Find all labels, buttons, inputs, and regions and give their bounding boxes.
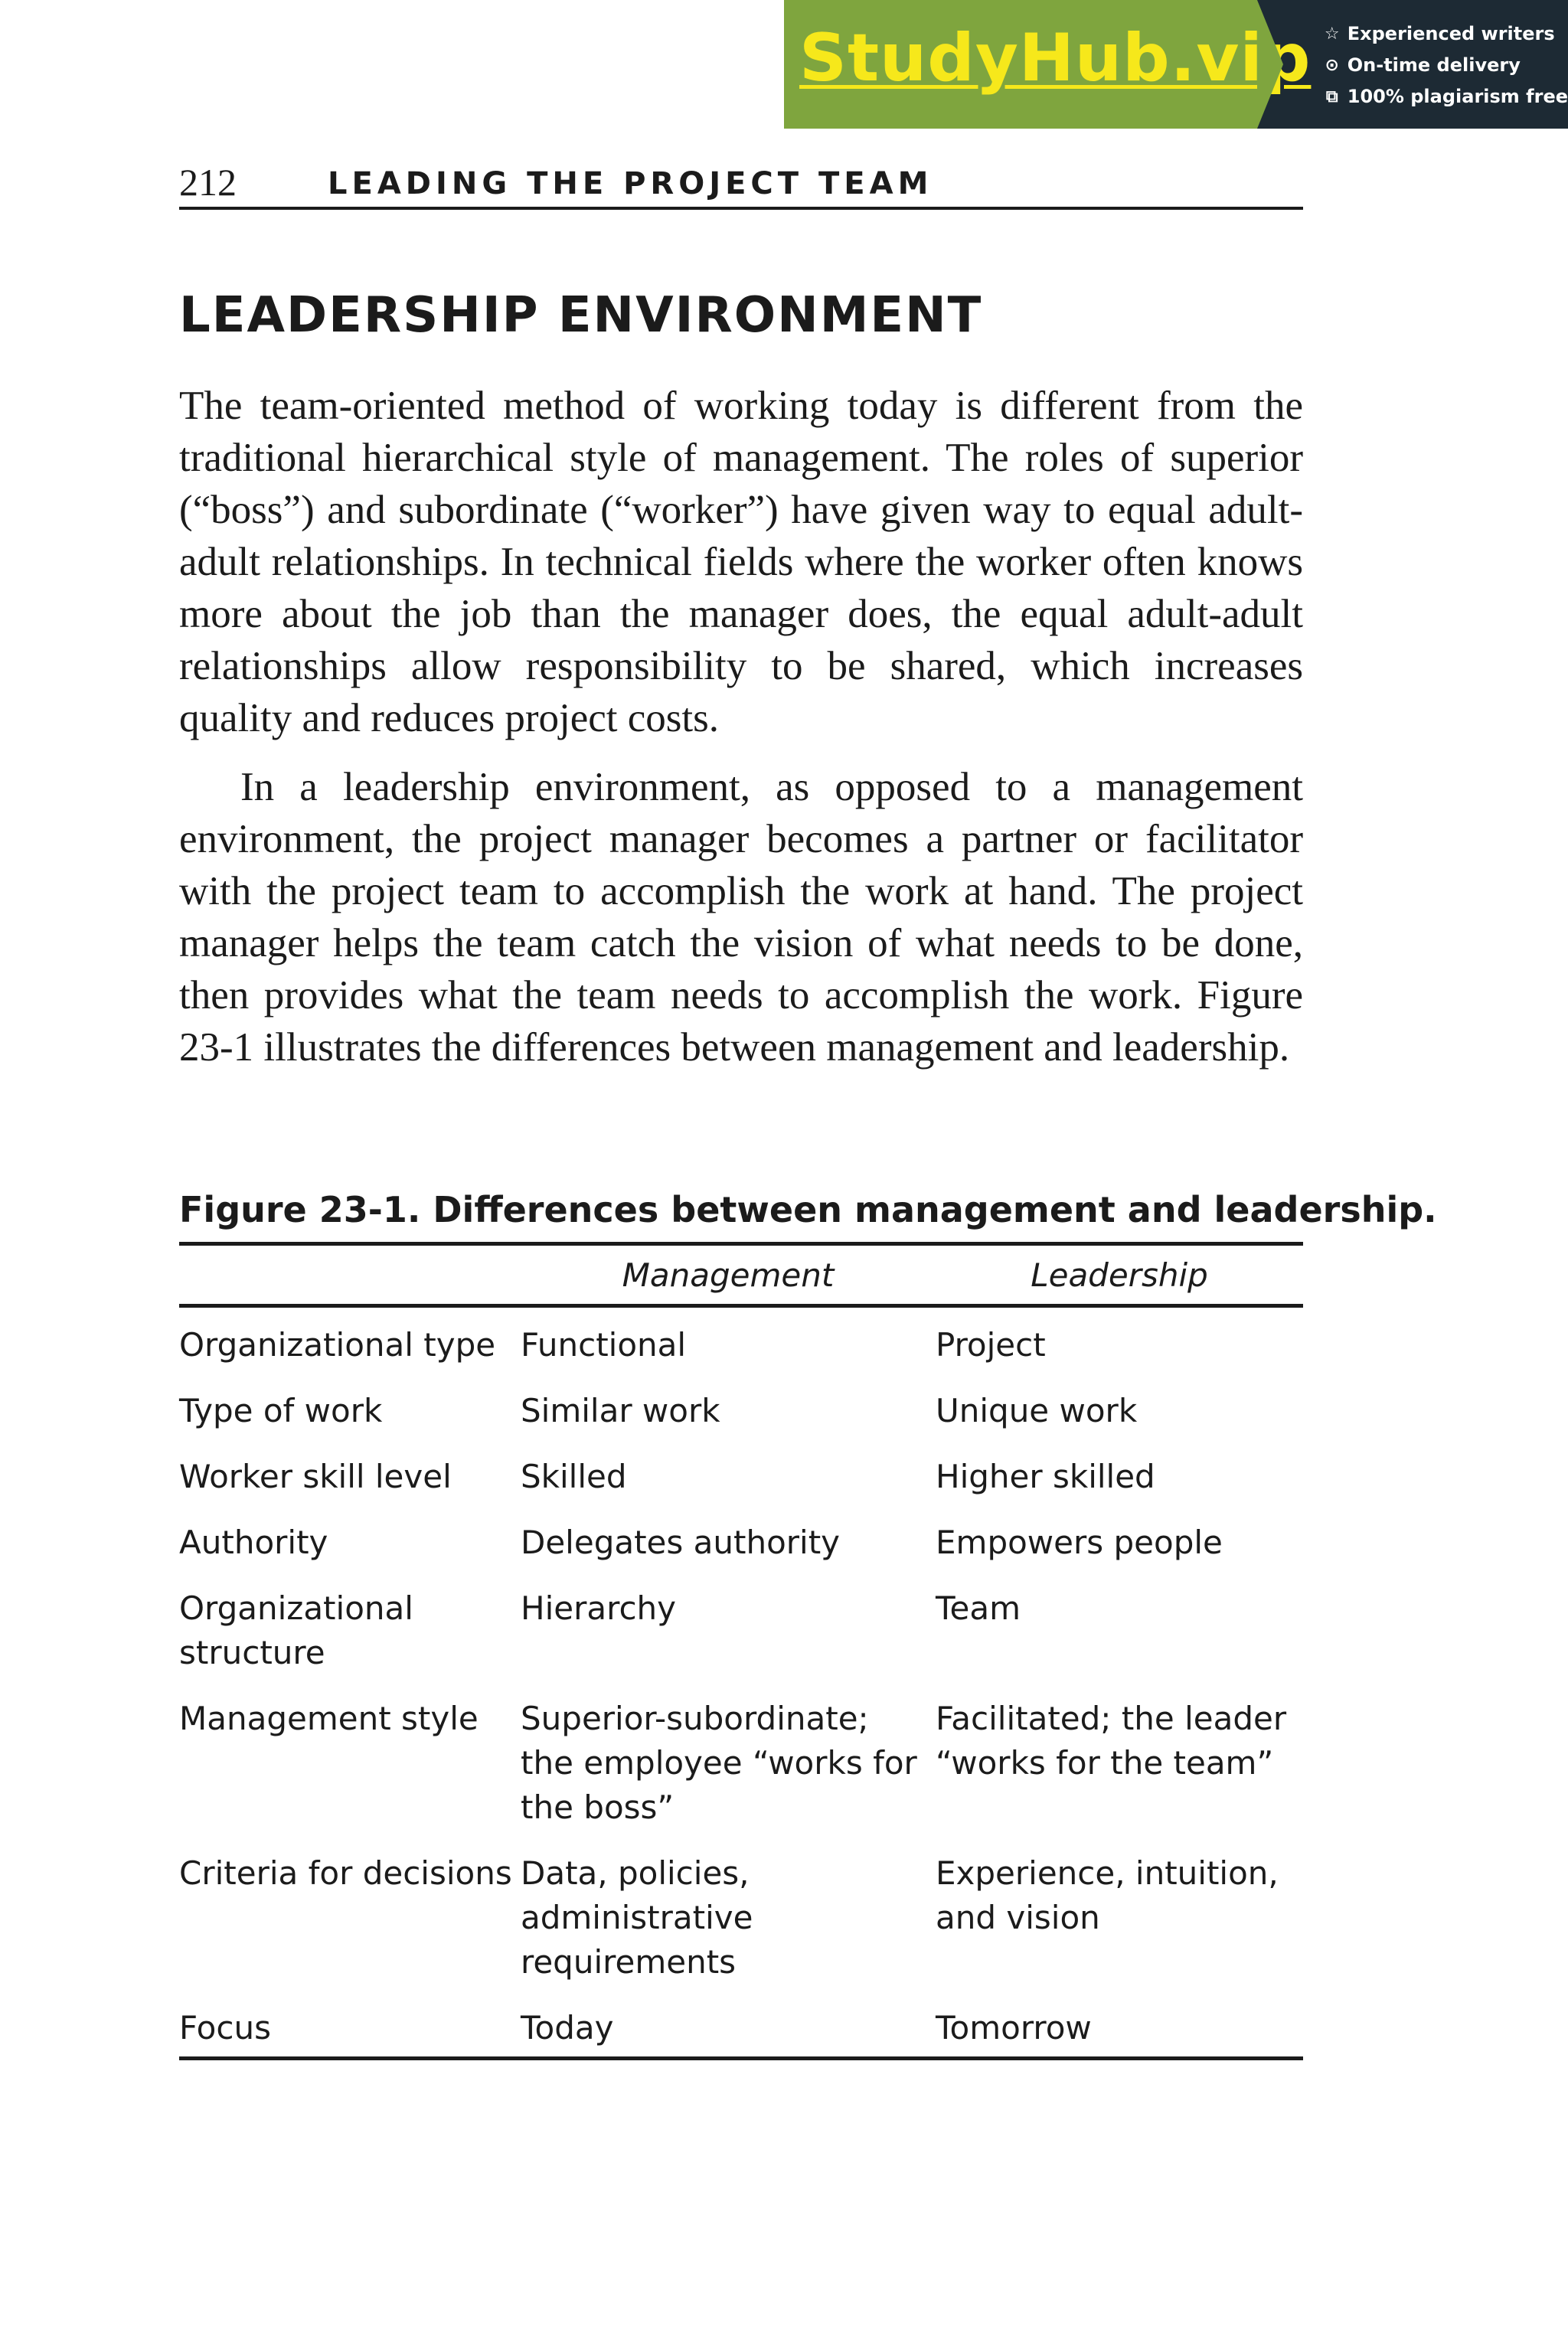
- table-row: [179, 1836, 1303, 1991]
- column-header-leadership: Leadership: [936, 1244, 1303, 1306]
- table-row: [179, 1991, 1303, 2059]
- table-header-row: [179, 1244, 1303, 1306]
- row-attribute: Focus: [179, 2009, 271, 2047]
- row-leadership-value: Higher skilled: [936, 1458, 1155, 1495]
- row-management-value: Functional: [521, 1326, 687, 1364]
- banner-feature-label: On-time delivery: [1347, 54, 1521, 76]
- row-attribute: Worker skill level: [179, 1458, 452, 1495]
- page-number: 212: [179, 161, 237, 204]
- row-attribute: Management style: [179, 1700, 479, 1737]
- section-title: LEADERSHIP ENVIRONMENT: [179, 287, 983, 344]
- studyhub-banner[interactable]: [784, 0, 1568, 129]
- banner-feature-writers: [1323, 18, 1568, 50]
- banner-feature-label: Experienced writers: [1347, 23, 1555, 44]
- row-management-value: Skilled: [521, 1458, 627, 1495]
- table-row: [179, 1306, 1303, 1374]
- column-header-attribute: [179, 1244, 521, 1306]
- row-leadership-value: Experience, intuition, and vision: [936, 1854, 1279, 1936]
- column-header-management: Management: [521, 1244, 936, 1306]
- copy-icon: ⧉: [1325, 87, 1338, 106]
- studyhub-logo[interactable]: StudyHub.vip: [799, 20, 1312, 96]
- row-leadership-value: Team: [936, 1589, 1021, 1627]
- row-leadership-value: Project: [936, 1326, 1046, 1364]
- running-header: [179, 156, 1303, 210]
- figure-caption: Figure 23-1. Differences between management and leadership.: [179, 1189, 1437, 1230]
- row-leadership-value: Empowers people: [936, 1524, 1223, 1561]
- table-row: [179, 1681, 1303, 1836]
- star-icon: ☆: [1324, 24, 1340, 44]
- table-row: [179, 1505, 1303, 1571]
- row-management-value: Hierarchy: [521, 1589, 677, 1627]
- banner-feature-plagiarism: [1323, 81, 1568, 113]
- row-management-value: Superior-subordinate; the employee “works for the boss”: [521, 1700, 917, 1826]
- row-management-value: Today: [521, 2009, 614, 2047]
- row-leadership-value: Facilitated; the leader “works for the team”: [936, 1700, 1287, 1782]
- banner-feature-delivery: [1323, 50, 1568, 81]
- body-paragraph-2: In a leadership environment, as opposed to a management environment, the project manager becomes a partner or facilitator with the project team to accomplish the work at hand. The project manager helps the team catch the vision of what needs to be done, then provides what the team needs to accomplish the work. Figure 23-1 illustrates the differences between management and leadership.: [179, 765, 1303, 1070]
- row-attribute: Type of work: [179, 1392, 383, 1429]
- row-attribute: Criteria for decisions: [179, 1854, 512, 1892]
- banner-logo-panel: [784, 0, 1312, 129]
- table-row: [179, 1439, 1303, 1505]
- row-attribute: Organizational type: [179, 1326, 496, 1364]
- row-attribute: Authority: [179, 1524, 328, 1561]
- clock-icon: ⊙: [1325, 56, 1339, 75]
- table-row: [179, 1374, 1303, 1439]
- table-row: [179, 1571, 1303, 1681]
- banner-feature-label: 100% plagiarism free: [1347, 86, 1568, 107]
- comparison-table: [179, 1242, 1303, 2060]
- row-leadership-value: Unique work: [936, 1392, 1138, 1429]
- row-attribute: Organizational structure: [179, 1589, 413, 1671]
- row-management-value: Similar work: [521, 1392, 720, 1429]
- row-management-value: Delegates authority: [521, 1524, 841, 1561]
- banner-arrow-shape: [1257, 0, 1283, 129]
- body-paragraph-1: The team-oriented method of working today is different from the traditional hierarchical style of management. The roles of superior (“boss”) and subordinate (“worker”) have given way to equal adult-adult relationships. In technical fields where the worker often knows more about the job than the manager does, the equal adult-adult relationships allow responsibility to be shared, which increases quality and reduces project costs.: [179, 384, 1303, 740]
- row-leadership-value: Tomorrow: [936, 2009, 1092, 2047]
- running-title: LEADING THE PROJECT TEAM: [328, 166, 933, 201]
- row-management-value: Data, policies, administrative requirements: [521, 1854, 753, 1981]
